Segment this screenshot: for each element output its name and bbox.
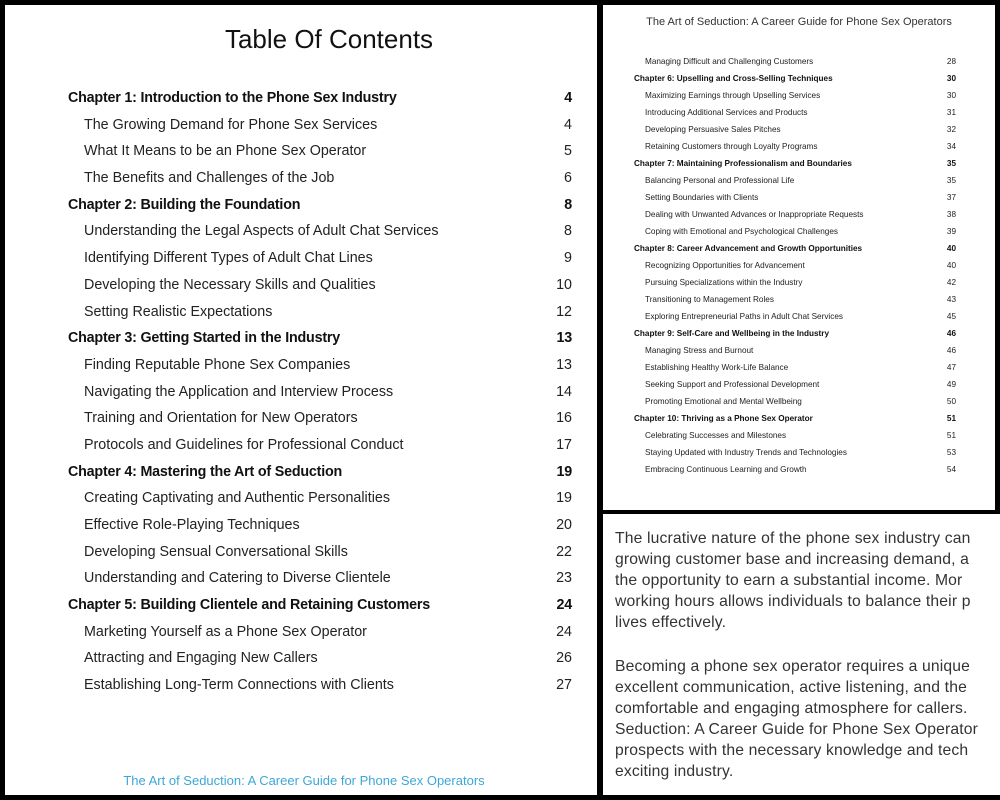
toc-section-entry[interactable] — [68, 275, 572, 302]
toc-list — [634, 56, 956, 481]
toc-page-number: 43 — [946, 295, 956, 304]
toc-page-number: 13 — [556, 330, 572, 347]
toc-page-1 — [5, 5, 597, 795]
toc-section-entry[interactable] — [68, 488, 572, 515]
toc-entry-label: Chapter 1: Introduction to the Phone Sex Industry — [68, 90, 397, 106]
toc-section-entry[interactable] — [68, 648, 572, 675]
text-line: Seduction: A Career Guide for Phone Sex Operator — [615, 721, 978, 738]
toc-page-number: 23 — [556, 570, 572, 587]
toc-page-number: 40 — [946, 261, 956, 270]
toc-entry-label: Staying Updated with Industry Trends and Technologies — [645, 448, 847, 457]
text-line: lives effectively. — [615, 614, 727, 631]
toc-page-number: 24 — [556, 597, 572, 614]
toc-entry-label: Finding Reputable Phone Sex Companies — [84, 356, 351, 373]
toc-page-number: 34 — [946, 142, 956, 151]
toc-page-number: 24 — [556, 623, 572, 640]
text-line: excellent communication, active listening, and the — [615, 679, 967, 696]
toc-chapter-entry[interactable] — [68, 88, 572, 115]
toc-entry-label: Establishing Healthy Work-Life Balance — [645, 363, 789, 372]
text-line: Becoming a phone sex operator requires a unique — [615, 658, 971, 675]
toc-entry-label: Creating Captivating and Authentic Personalities — [84, 490, 390, 507]
toc-entry-label: Chapter 4: Mastering the Art of Seduction — [68, 463, 343, 480]
toc-entry-label: Chapter 7: Maintaining Professionalism and Boundaries — [634, 159, 852, 168]
toc-entry-label: Setting Realistic Expectations — [84, 303, 273, 320]
toc-entry-label: Exploring Entrepreneurial Paths in Adult Chat Services — [645, 312, 843, 321]
toc-page-number: 47 — [946, 363, 956, 372]
toc-page-number: 19 — [556, 490, 572, 507]
toc-entry-label: Training and Orientation for New Operators — [84, 410, 358, 427]
toc-page-number: 4 — [564, 116, 572, 133]
toc-page-number: 35 — [946, 159, 956, 168]
text-line: the opportunity to earn a substantial income. Mor — [615, 572, 963, 589]
toc-page-number: 6 — [564, 170, 572, 187]
toc-entry-label: Retaining Customers through Loyalty Programs — [645, 142, 818, 151]
toc-page-number: 51 — [946, 414, 956, 423]
toc-section-entry[interactable] — [68, 141, 572, 168]
toc-page-2 — [603, 5, 995, 510]
toc-section-entry[interactable] — [68, 355, 572, 382]
toc-section-entry[interactable] — [634, 260, 956, 277]
toc-entry-label: Developing Sensual Conversational Skills — [84, 543, 348, 560]
paragraph — [615, 528, 1000, 633]
toc-entry-label: Establishing Long-Term Connections with Clients — [84, 677, 394, 694]
toc-section-entry[interactable] — [634, 362, 956, 379]
toc-entry-label: Promoting Emotional and Mental Wellbeing — [645, 397, 802, 406]
toc-page-number: 32 — [946, 125, 956, 134]
toc-page-number: 30 — [946, 74, 956, 83]
toc-entry-label: Pursuing Specializations within the Industry — [645, 278, 803, 287]
toc-page-number: 9 — [564, 250, 572, 267]
toc-entry-label: Chapter 10: Thriving as a Phone Sex Operator — [634, 414, 813, 423]
toc-page-number: 19 — [556, 463, 572, 480]
toc-page-number: 4 — [564, 90, 572, 106]
toc-page-number: 26 — [556, 650, 572, 667]
toc-entry-label: The Growing Demand for Phone Sex Services — [84, 116, 378, 133]
toc-list — [68, 88, 572, 702]
toc-section-entry[interactable] — [68, 515, 572, 542]
toc-section-entry[interactable] — [68, 622, 572, 649]
toc-entry-label: Embracing Continuous Learning and Growth — [645, 465, 807, 474]
toc-section-entry[interactable] — [68, 675, 572, 702]
text-line: exciting industry. — [615, 763, 734, 780]
toc-page-number: 42 — [946, 278, 956, 287]
toc-page-number: 46 — [946, 329, 956, 338]
page-title: Table Of Contents — [224, 24, 434, 54]
toc-entry-label: Marketing Yourself as a Phone Sex Operator — [84, 623, 367, 640]
toc-entry-label: Maximizing Earnings through Upselling Services — [645, 91, 821, 100]
toc-chapter-entry[interactable] — [634, 328, 956, 345]
toc-section-entry[interactable] — [634, 192, 956, 209]
toc-page-number: 17 — [556, 436, 572, 453]
toc-entry-label: Protocols and Guidelines for Professional Conduct — [84, 436, 404, 453]
toc-page-number: 13 — [556, 356, 572, 373]
toc-entry-label: Identifying Different Types of Adult Chat Lines — [84, 250, 373, 267]
paragraph — [615, 656, 1000, 782]
toc-entry-label: Chapter 2: Building the Foundation — [68, 196, 301, 213]
toc-entry-label: Introducing Additional Services and Products — [645, 108, 808, 117]
toc-section-entry[interactable] — [68, 382, 572, 409]
toc-chapter-entry[interactable] — [68, 328, 572, 355]
text-line: prospects with the necessary knowledge and tech — [615, 742, 969, 759]
toc-section-entry[interactable] — [634, 379, 956, 396]
toc-section-entry[interactable] — [634, 345, 956, 362]
toc-section-entry[interactable] — [634, 430, 956, 447]
toc-section-entry[interactable] — [634, 447, 956, 464]
toc-chapter-entry[interactable] — [68, 462, 572, 489]
toc-page-number: 31 — [946, 108, 956, 117]
toc-page-number: 51 — [946, 431, 956, 440]
toc-section-entry[interactable] — [68, 435, 572, 462]
toc-page-number: 39 — [946, 227, 956, 236]
toc-entry-label: Seeking Support and Professional Development — [645, 380, 820, 389]
toc-chapter-entry[interactable] — [634, 413, 956, 430]
toc-section-entry[interactable] — [68, 302, 572, 329]
toc-page-number: 50 — [946, 397, 956, 406]
toc-section-entry[interactable] — [634, 56, 956, 73]
toc-entry-label: Chapter 6: Upselling and Cross-Selling Techniques — [634, 74, 833, 83]
toc-entry-label: Chapter 3: Getting Started in the Industry — [68, 330, 341, 347]
toc-page-number: 28 — [946, 57, 956, 66]
toc-entry-label: Understanding and Catering to Diverse Clientele — [84, 570, 391, 587]
toc-section-entry[interactable] — [68, 221, 572, 248]
toc-entry-label: Effective Role-Playing Techniques — [84, 517, 300, 533]
toc-page-number: 5 — [564, 143, 572, 160]
toc-chapter-entry[interactable] — [68, 195, 572, 222]
text-line: comfortable and engaging atmosphere for callers. — [615, 700, 968, 717]
toc-page-number: 12 — [556, 303, 572, 320]
toc-entry-label: Setting Boundaries with Clients — [645, 193, 759, 202]
toc-page-number: 10 — [556, 276, 572, 293]
toc-chapter-entry[interactable] — [634, 158, 956, 175]
toc-section-entry[interactable] — [68, 248, 572, 275]
toc-section-entry[interactable] — [634, 124, 956, 141]
text-line: growing customer base and increasing demand, a — [615, 551, 969, 568]
toc-entry-label: Managing Stress and Burnout — [645, 346, 754, 355]
toc-entry-label: The Benefits and Challenges of the Job — [84, 170, 335, 187]
toc-section-entry[interactable] — [68, 568, 572, 595]
toc-section-entry[interactable] — [634, 175, 956, 192]
toc-section-entry[interactable] — [634, 209, 956, 226]
toc-page-number: 53 — [946, 448, 956, 457]
toc-section-entry[interactable] — [634, 464, 956, 481]
body-text — [615, 528, 1000, 795]
toc-entry-label: Understanding the Legal Aspects of Adult Chat Services — [84, 223, 439, 240]
toc-page-number: 54 — [946, 465, 956, 474]
toc-entry-label: Developing the Necessary Skills and Qualities — [84, 276, 376, 293]
toc-page-number: 49 — [946, 380, 956, 389]
toc-section-entry[interactable] — [634, 311, 956, 328]
toc-entry-label: Balancing Personal and Professional Life — [645, 176, 795, 185]
toc-section-entry[interactable] — [68, 408, 572, 435]
toc-section-entry[interactable] — [634, 90, 956, 107]
toc-page-number: 45 — [946, 312, 956, 321]
toc-page-number: 46 — [946, 346, 956, 355]
toc-section-entry[interactable] — [634, 396, 956, 413]
toc-section-entry[interactable] — [634, 141, 956, 158]
toc-entry-label: Navigating the Application and Interview Process — [84, 383, 394, 400]
toc-page-number: 16 — [556, 410, 572, 427]
toc-page-number: 37 — [946, 193, 956, 202]
toc-page-number: 30 — [946, 91, 956, 100]
toc-entry-label: Transitioning to Management Roles — [645, 295, 774, 304]
toc-entry-label: What It Means to be an Phone Sex Operator — [84, 143, 367, 160]
toc-entry-label: Chapter 9: Self-Care and Wellbeing in the Industry — [634, 329, 830, 338]
toc-section-entry[interactable] — [634, 107, 956, 124]
toc-section-entry[interactable] — [634, 277, 956, 294]
toc-section-entry[interactable] — [68, 115, 572, 142]
text-line: The lucrative nature of the phone sex industry can — [615, 530, 971, 547]
toc-entry-label: Recognizing Opportunities for Advancement — [645, 261, 805, 270]
toc-page-number: 22 — [556, 543, 572, 560]
toc-page-number: 27 — [556, 677, 572, 694]
toc-section-entry[interactable] — [634, 226, 956, 243]
toc-entry-label: Dealing with Unwanted Advances or Inappropriate Requests — [645, 210, 864, 219]
toc-section-entry[interactable] — [68, 542, 572, 569]
toc-entry-label: Coping with Emotional and Psychological Challenges — [645, 227, 838, 236]
toc-section-entry[interactable] — [68, 168, 572, 195]
toc-chapter-entry[interactable] — [68, 595, 572, 622]
toc-page-number: 35 — [946, 176, 956, 185]
page-footer: The Art of Seduction: A Career Guide for Phone Sex Operators — [123, 773, 485, 788]
body-text-page — [603, 514, 1000, 795]
toc-section-entry[interactable] — [634, 294, 956, 311]
toc-entry-label: Developing Persuasive Sales Pitches — [645, 125, 781, 134]
toc-chapter-entry[interactable] — [634, 73, 956, 90]
toc-page-number: 8 — [564, 223, 572, 240]
text-line: working hours allows individuals to balance their p — [615, 593, 971, 610]
toc-page-number: 14 — [556, 383, 572, 400]
toc-entry-label: Celebrating Successes and Milestones — [645, 431, 787, 440]
toc-page-number: 38 — [946, 210, 956, 219]
toc-entry-label: Attracting and Engaging New Callers — [84, 650, 318, 667]
toc-page-number: 8 — [564, 196, 572, 213]
toc-chapter-entry[interactable] — [634, 243, 956, 260]
toc-entry-label: Chapter 5: Building Clientele and Retaining Customers — [68, 597, 430, 614]
toc-entry-label: Chapter 8: Career Advancement and Growth Opportunities — [634, 244, 863, 253]
toc-page-number: 20 — [556, 517, 572, 533]
toc-page-number: 40 — [946, 244, 956, 253]
toc-entry-label: Managing Difficult and Challenging Customers — [645, 57, 814, 66]
page-header: The Art of Seduction: A Career Guide for Phone Sex Operators — [646, 16, 952, 28]
